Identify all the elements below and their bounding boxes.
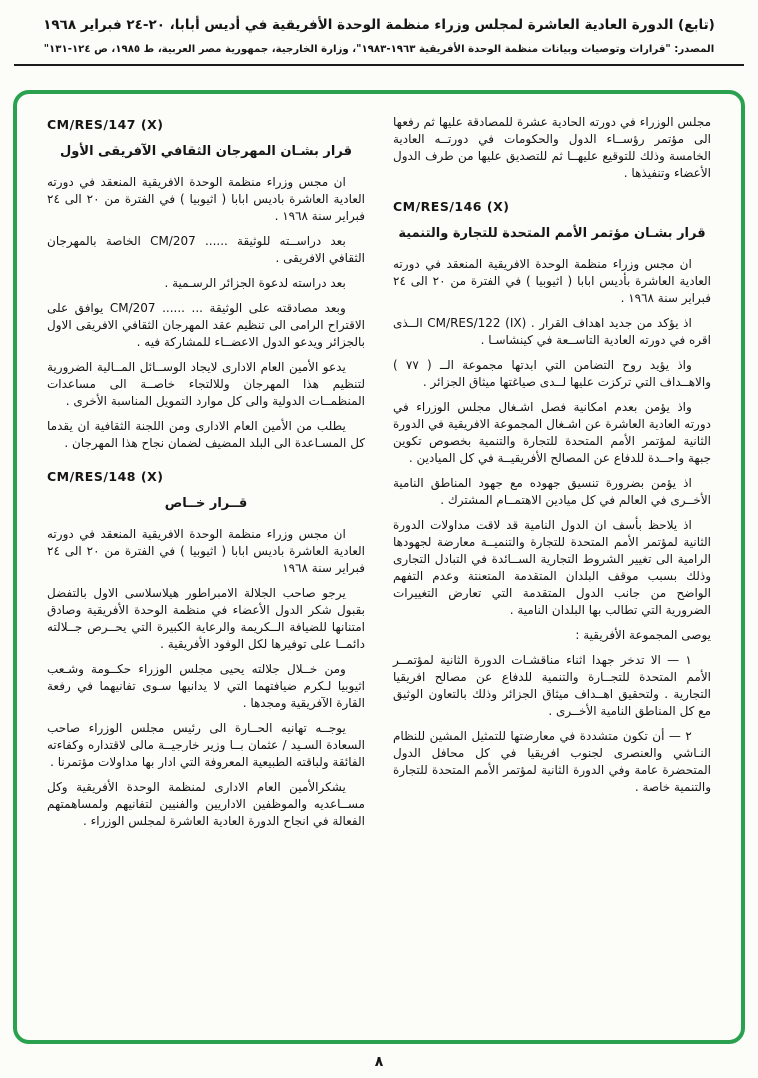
paragraph: وبعد مصادقته على الوثيقة ... ...... CM/207 يوافق على الاقتراح الرامى الى تنظيم عقد المهرجان الثقافي الافريقى الاول بالجزائر ويدعو الدول الاعضــاء للمشاركة فيه .: [47, 300, 365, 349]
paragraph: بعد دراسته لدعوة الجزائر الرسـمية .: [164, 275, 346, 290]
paragraph: ومن خــلال جلالته يحيى مجلس الوزراء حكــومة وشـعب اثيوبيا لـكرم ضيافتهما التي لا يدانيها سـوى تفانيهما في رفعة القارة الآفريقية ومجدها .: [47, 661, 365, 710]
resolution-code: CM/RES/146 (X): [393, 199, 510, 214]
paragraph: بعد دراســته للوثيقة ...... CM/207 الخاصة بالمهرجان الثقافي الافريقى .: [47, 233, 365, 265]
paragraph: اذ يؤكد من جديد اهداف القرار . CM/RES/122 (IX) الــذى اقره في دورته العادية التاســعة في كينشاسـا .: [393, 315, 711, 347]
paragraph: مجلس الوزراء في دورته الحادية عشرة للمصادقة عليها ثم رفعها الى مؤتمر رؤســاء الدول والحكومات في دورتــه العادية الخامسة وذلك للتوقيع عليهــا ثم للتصديق عليها من طرف الدول الأعضاء وتنفيذها .: [393, 115, 711, 180]
page-number: ٨: [374, 1054, 384, 1070]
document-title: (تابع) الدورة العادية العاشرة لمجلس وزراء منظمة الوحدة الأفريقية في أديس أبابا، ٢٠-٢٤ فبراير ١٩٦٨: [43, 17, 715, 33]
paragraph: يدعو الأمين العام الادارى لايجاد الوســائل المــالية الضرورية لتنظيم هذا المهرجان وللالتجاء خاصــة الى مساعدات المنظمــات الدولية والى كل موارد التمويل المناسبة الأخرى .: [47, 359, 365, 408]
paragraph: يوصى المجموعة الأفريقية :: [575, 627, 711, 642]
green-border-frame: [13, 90, 745, 1044]
source-citation: المصدر: "قرارات وتوصيات وبيانات منظمة الوحدة الأفريقية ١٩٦٣-١٩٨٣"، وزارة الخارجية، جمهورية مصر العربية، ط ١٩٨٥، ص ١٢٤-١٣١": [43, 43, 715, 55]
resolution-code: CM/RES/148 (X): [47, 468, 164, 484]
resolution-title: قــرار خــاص: [164, 495, 248, 511]
paragraph: ان مجس وزراء منظمة الوحدة الافريقية المنعقد في دورته العادية العاشرة باديس ابابا ( اثيوبيا ) في الفترة من ٢٠ الى ٢٤ فبراير سنة ١٩٦٨: [47, 526, 366, 575]
paragraph: واذ يؤيد روح التضامن التي ابدتها مجموعة الــ ( ٧٧ ) والاهــداف التي تركزت عليها لــدى صياغتها ميثاق الجزائر .: [393, 357, 711, 389]
two-column-text-area: [17, 94, 741, 1040]
paragraph: اذ يؤمن بضرورة تنسيق جهوده مع جهود المناطق النامية الأخــرى في العالم في كل ميادين الاهتمــام المشترك .: [393, 475, 711, 507]
resolution-title: قرار بشـان المهرجان الثقافي الآفريقى الأول: [60, 144, 352, 159]
paragraph: ان مجس وزراء منظمة الوحدة الافريقية المنعقد في دورته العادية العاشرة باديس ابابا ( اثيوبيا ) في الفترة من ٢٠ الى ٢٤ فبراير سنة ١٩٦٨ .: [47, 174, 366, 223]
paragraph: يرجو صاحب الجلالة الامبراطور هيلاسلاسى الاول بالتفضل بقبول شكر الدول الأعضاء في منظمة الوحدة الأفريقية وصادق امتنانها للضيافة الــكريمة والرعاية الكبيرة التي يحــرص جــلالته دائمــا على توفيرها لكل الوفود الأفريقية .: [47, 585, 365, 651]
column-right: [393, 114, 711, 1024]
resolution-code: CM/RES/147 (X): [47, 117, 164, 132]
paragraph: يشكرالأمين العام الادارى لمنظمة الوحدة الأفريقية وكل مســاعديه والموظفين الاداريين والفنيين لتفانيهم ولمساهمتهم الفعالة في انجاح الدورة العادية العاشرة لمجلس الوزراء .: [47, 779, 365, 828]
resolution-title: قرار بشـان مؤتمر الأمم المتحدة للتجارة والتنمية: [398, 226, 706, 241]
page-header: [0, 0, 758, 66]
paragraph: ٢ — أن تكون متشددة في معارضتها للتمثيل المشين للنظام النـاشي والعنصرى لجنوب افريقيا في كل محافل الدول المتحضرة عامة وفي الدورة الثانية لمؤتمر الأمم المتحدة للتجارة والتنمية خاصة .: [393, 728, 711, 794]
header-divider: [14, 64, 744, 66]
paragraph: يطلب من الأمين العام الادارى ومن اللجنة الثقافية ان يقدما كل المسـاعدة الى البلد المضيف لضمان نجاح هذا المهرجان .: [47, 418, 365, 450]
column-left: [47, 114, 365, 1024]
paragraph: يوجــه تهانيه الحــارة الى رئيس مجلس الوزراء صاحب السعادة السـيد / عثمان بــا وزير خارجيــة مالى لاقتداره وكفاءته الفائقة ولباقته الطبيعية المعروفة التي ادار بها مداولات مؤتمرنا .: [47, 720, 365, 769]
paragraph: ان مجس وزراء منظمة الوحدة الافريقية المنعقد في دورته العادية العاشرة بأديس ابابا ( اثيوبيا ) في الفترة من ٢٠ الى ٢٤ فبراير سنة ١٩٦٨ .: [393, 256, 712, 305]
paragraph: اذ يلاحظ بأسف ان الدول النامية قد لاقت مداولات الدورة الثانية لمؤتمر الأمم المتحدة للتجارة والتنميــة معارضة لجهودها الرامية الى تغيير الشروط التجارية الســائدة في التبادل التجارى وذلك بسبب موقف البلدان المتقدمة المتعنتة وعدم التفهم الواضح من جانب الدول المتقدمة التي تعارض التغييرات الضرورية التي تطالب بها البلدان النامية .: [393, 517, 711, 617]
paragraph: ١ — الا تدخر جهدا اثناء مناقشـات الدورة الثانية لمؤتمــر الأمم المتحدة للتجــارة والتنمية للدفاع عن مصالح افريقيا التجارية . ولتحقيق اهــداف ميثاق الجزائر وذلك بالتعاون الوثيق مع كل المناطق النامية الأخــرى .: [393, 652, 711, 718]
paragraph: واذ يؤمن بعدم امكانية فصل اشـغال مجلس الوزراء في دورته العادية العاشرة عن اشـغال المجموعة الافريقية في الدورة الثانية لمؤتمر الأمم المتحدة للتجارة والتنمية بخصوص تكوين جبهة واحــدة للدفاع عن المصالح الأفريقيــة في كل الميادين .: [393, 399, 711, 465]
